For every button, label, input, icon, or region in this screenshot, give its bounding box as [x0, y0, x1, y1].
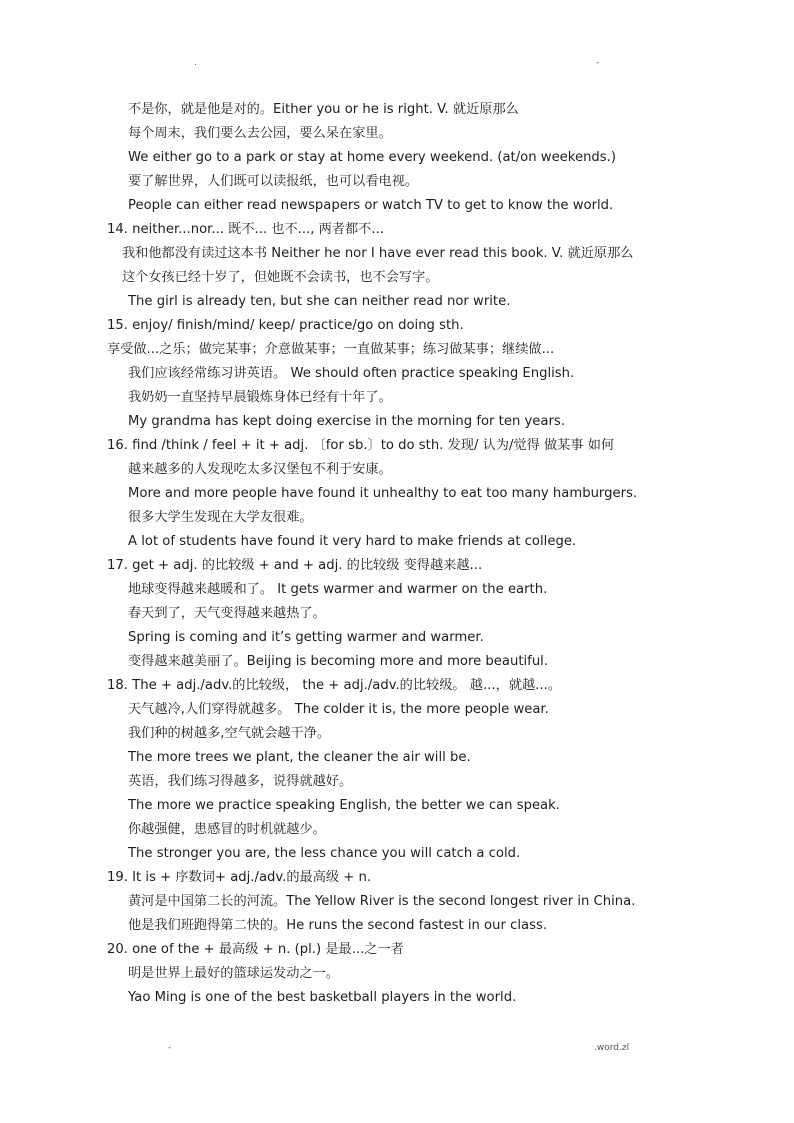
text-line: My grandma has kept doing exercise in the morning for ten years. — [128, 414, 565, 429]
text-line: 越来越多的人发现吃太多汉堡包不利于安康。 — [128, 462, 392, 477]
text-line: 这个女孩已经十岁了，但她既不会读书，也不会写字。 — [122, 270, 439, 285]
text-line: More and more people have found it unhealthy to eat too many hamburgers. — [128, 486, 638, 501]
header-left-mark: . — [194, 58, 197, 68]
text-line: 我和他都没有读过这本书 Neither he nor I have ever read this book. V. 就近原那么 — [122, 246, 634, 261]
footer-left-mark: - — [168, 1043, 172, 1053]
text-line: Yao Ming is one of the best basketball players in the world. — [128, 990, 517, 1005]
text-line: 很多大学生发现在大学友很难。 — [128, 510, 313, 525]
text-line: The girl is already ten, but she can neither read nor write. — [128, 294, 511, 309]
text-line: 15. enjoy/ finish/mind/ keep/ practice/go on doing sth. — [107, 318, 464, 333]
text-line: 变得越来越美丽了。Beijing is becoming more and more beautiful. — [128, 654, 549, 669]
text-line: 18. The + adj./adv.的比较级， the + adj./adv.的比较级。 越...，就越...。 — [107, 678, 561, 693]
text-line: 我们应该经常练习讲英语。 We should often practice speaking English. — [128, 366, 575, 381]
header-right-mark: - — [596, 58, 600, 68]
text-line: Spring is coming and it’s getting warmer and warmer. — [128, 630, 484, 645]
text-line: 你越强健，患感冒的时机就越少。 — [128, 822, 326, 837]
text-line: 20. one of the + 最高级 + n. (pl.) 是最...之一者 — [107, 942, 404, 957]
text-line: 不是你，就是他是对的。Either you or he is right. V. 就近原那么 — [128, 102, 519, 117]
text-line: 天气越冷,人们穿得就越多。 The colder it is, the more people wear. — [128, 702, 549, 717]
text-line: 明是世界上最好的篮球运发动之一。 — [128, 966, 339, 981]
text-line: 地球变得越来越暖和了。 It gets warmer and warmer on the earth. — [128, 582, 548, 597]
text-line: 每个周末，我们要么去公园，要么呆在家里。 — [128, 126, 392, 141]
document-body — [0, 98, 794, 1010]
text-line: The stronger you are, the less chance you will catch a cold. — [128, 846, 521, 861]
text-line: 他是我们班跑得第二快的。He runs the second fastest in our class. — [128, 918, 548, 933]
text-line: We either go to a park or stay at home every weekend. (at/on weekends.) — [128, 150, 617, 165]
text-line: People can either read newspapers or watch TV to get to know the world. — [128, 198, 614, 213]
text-line: 享受做...之乐；做完某事；介意做某事；一直做某事；练习做某事；继续做... — [107, 342, 555, 357]
footer-right-mark: .word.zl — [594, 1043, 630, 1053]
text-line: 17. get + adj. 的比较级 + and + adj. 的比较级 变得越来越... — [107, 558, 483, 573]
text-line: The more trees we plant, the cleaner the air will be. — [128, 750, 471, 765]
text-line: A lot of students have found it very hard to make friends at college. — [128, 534, 577, 549]
text-line: The more we practice speaking English, the better we can speak. — [128, 798, 560, 813]
text-line: 19. It is + 序数词+ adj./adv.的最高级 + n. — [107, 870, 372, 885]
text-line: 我们种的树越多,空气就会越干净。 — [128, 726, 331, 741]
text-line: 14. neither...nor... 既不... 也不..., 两者都不... — [107, 222, 384, 237]
text-line: 要了解世界，人们既可以读报纸，也可以看电视。 — [128, 174, 419, 189]
text-line: 春天到了，天气变得越来越热了。 — [128, 606, 326, 621]
text-line: 我奶奶一直坚持早晨锻炼身体已经有十年了。 — [128, 390, 392, 405]
text-line: 16. find /think / feel + it + adj. 〔for sb.〕to do sth. 发现/ 认为/觉得 做某事 如何 — [107, 438, 615, 453]
text-line: 黄河是中国第二长的河流。The Yellow River is the second longest river in China. — [128, 894, 636, 909]
text-line: 英语，我们练习得越多，说得就越好。 — [128, 774, 353, 789]
